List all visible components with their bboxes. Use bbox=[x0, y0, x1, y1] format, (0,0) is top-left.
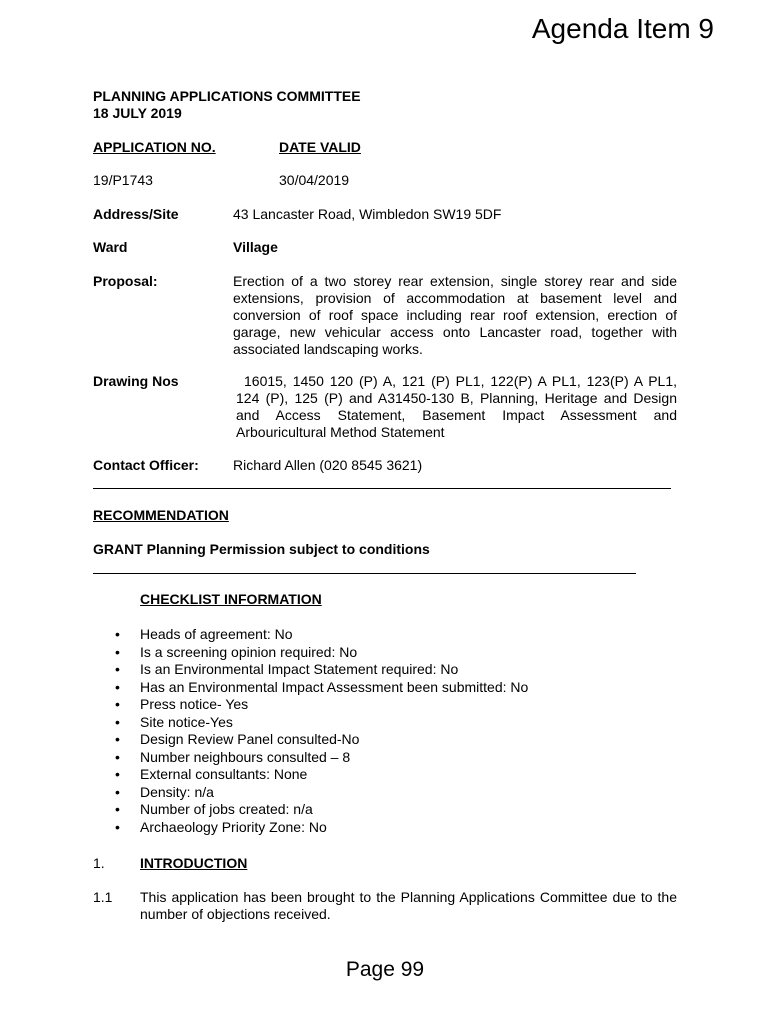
agenda-item-title: Agenda Item 9 bbox=[531, 13, 714, 44]
proposal-label: Proposal: bbox=[93, 273, 158, 289]
application-no-label: APPLICATION NO. bbox=[93, 139, 216, 155]
checklist-list bbox=[113, 626, 673, 836]
date-valid-value: 30/04/2019 bbox=[279, 172, 350, 188]
list-item: • Is a screening opinion required: No bbox=[113, 644, 673, 662]
list-item: • Number of jobs created: n/a bbox=[113, 801, 673, 819]
drawing-nos-label: Drawing Nos bbox=[93, 373, 179, 389]
introduction-heading: INTRODUCTION bbox=[140, 855, 248, 871]
contact-officer-label: Contact Officer: bbox=[93, 457, 199, 473]
divider-rule bbox=[93, 573, 636, 574]
list-item: • Press notice- Yes bbox=[113, 696, 673, 714]
list-item: • Has an Environmental Impact Assessment been submitted: No bbox=[113, 679, 673, 697]
list-item: • Heads of agreement: No bbox=[113, 626, 673, 644]
list-item: • Density: n/a bbox=[113, 784, 673, 802]
committee-name: PLANNING APPLICATIONS COMMITTEE bbox=[93, 88, 361, 104]
drawing-nos-value: 16015, 1450 120 (P) A, 121 (P) PL1, 122(P) A PL1, 123(P) A PL1, 124 (P), 125 (P) and A31450-130 B, Planning, Heritage and Design and Access Statement, Basement Impact Assessment and Arbouricultural Method Statement bbox=[236, 373, 677, 440]
recommendation-heading: RECOMMENDATION bbox=[93, 507, 229, 523]
committee-header bbox=[93, 88, 361, 122]
list-item: • Site notice-Yes bbox=[113, 714, 673, 732]
divider-rule bbox=[93, 488, 671, 489]
page-number: Page 99 bbox=[345, 958, 425, 981]
list-item: • External consultants: None bbox=[113, 766, 673, 784]
paragraph-number: 1.1 bbox=[93, 889, 113, 905]
contact-officer-value: Richard Allen (020 8545 3621) bbox=[233, 457, 423, 473]
address-label: Address/Site bbox=[93, 206, 179, 222]
introduction-paragraph: This application has been brought to the Planning Applications Committee due to the number of objections received. bbox=[140, 889, 677, 922]
section-number: 1. bbox=[93, 855, 105, 871]
list-item: • Design Review Panel consulted-No bbox=[113, 731, 673, 749]
list-item: • Archaeology Priority Zone: No bbox=[113, 819, 673, 837]
recommendation-text: GRANT Planning Permission subject to conditions bbox=[93, 541, 430, 557]
ward-value: Village bbox=[233, 239, 278, 255]
proposal-value: Erection of a two storey rear extension, single storey rear and side extensions, provision of accommodation at basement level and conversion of roof space including rear roof extension, erection of garage, new vehicular access onto Lancaster road, together with associated landscaping works. bbox=[233, 273, 677, 357]
committee-date: 18 JULY 2019 bbox=[93, 105, 182, 121]
checklist-heading: CHECKLIST INFORMATION bbox=[140, 591, 322, 607]
application-no-value: 19/P1743 bbox=[93, 172, 153, 188]
date-valid-label: DATE VALID bbox=[279, 139, 361, 155]
list-item: • Number neighbours consulted – 8 bbox=[113, 749, 673, 767]
ward-label: Ward bbox=[93, 239, 128, 255]
list-item: • Is an Environmental Impact Statement required: No bbox=[113, 661, 673, 679]
address-value: 43 Lancaster Road, Wimbledon SW19 5DF bbox=[233, 206, 502, 222]
